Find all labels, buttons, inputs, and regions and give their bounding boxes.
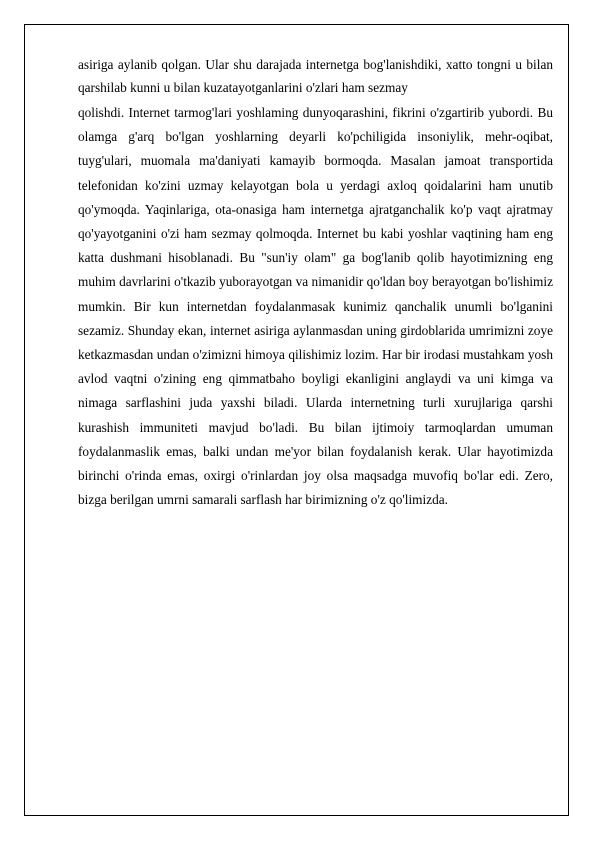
paragraph-main: qolishdi. Internet tarmog'lari yoshlaming dunyoqarashini, fikrini o'zgartirib yubordi. Bu olamga g'arq bo'lgan yoshlarning deyarli ko'pchiligida insoniylik, mehr-oqibat, tuyg'ulari, muomala ma'daniyati kamayib bormoqda. Masalan jamoat transportida telefonidan ko'zini uzmay kelayotgan bola u yerdagi axloq qoidalarini ham unutib qo'ymoqda. Yaqinlariga, ota-onasiga ham internetga ajratganchalik ko'p vaqt ajratmay qo'yayotganini o'zi ham sezmay qolmoqda. Internet bu kabi yoshlar vaqtining ham eng katta dushmani hisoblanadi. Bu "sun'iy olam" ga bog'lanib qolib hayotimizning eng muhim davrlarini o'tkazib yuborayotgan va nimanidir qo'ldan boy berayotgan bo'lishimiz mumkin. Bir kun internetdan foydalanmasak kunimiz qanchalik unumli bo'lganini sezamiz. Shunday ekan, internet asiriga aylanmasdan uning girdoblarida umrimizni zoye ketkazmasdan undan o'zimizni himoya qilishimiz lozim. Har bir irodasi mustahkam yosh avlod vaqtni o'zining eng qimmatbaho boyligi ekanligini anglaydi va uni kimga va nimaga sarflashini juda yaxshi biladi. Ularda internetning turli xurujlariga qarshi kurashish immuniteti mavjud bo'ladi. Bu bilan ijtimoiy tarmoqlardan umuman foydalanmaslik emas, balki undan me'yor bilan foydalanish kerak. Ular hayotimizda birinchi o'rinda emas, oxirgi o'rinlardan joy olsa maqsadga muvofiq bo'lar edi. Zero, bizga berilgan umrni samarali sarflash har birimizning o'z qo'limizda.: [78, 105, 553, 508]
document-body: [78, 54, 553, 512]
paragraph-intro: asiriga aylanib qolgan. Ular shu darajada internetga bog'lanishdiki, xatto tongni u bilan qarshilab kunni u bilan kuzatayotganlarini o'zlari ham sezmay: [78, 57, 553, 95]
